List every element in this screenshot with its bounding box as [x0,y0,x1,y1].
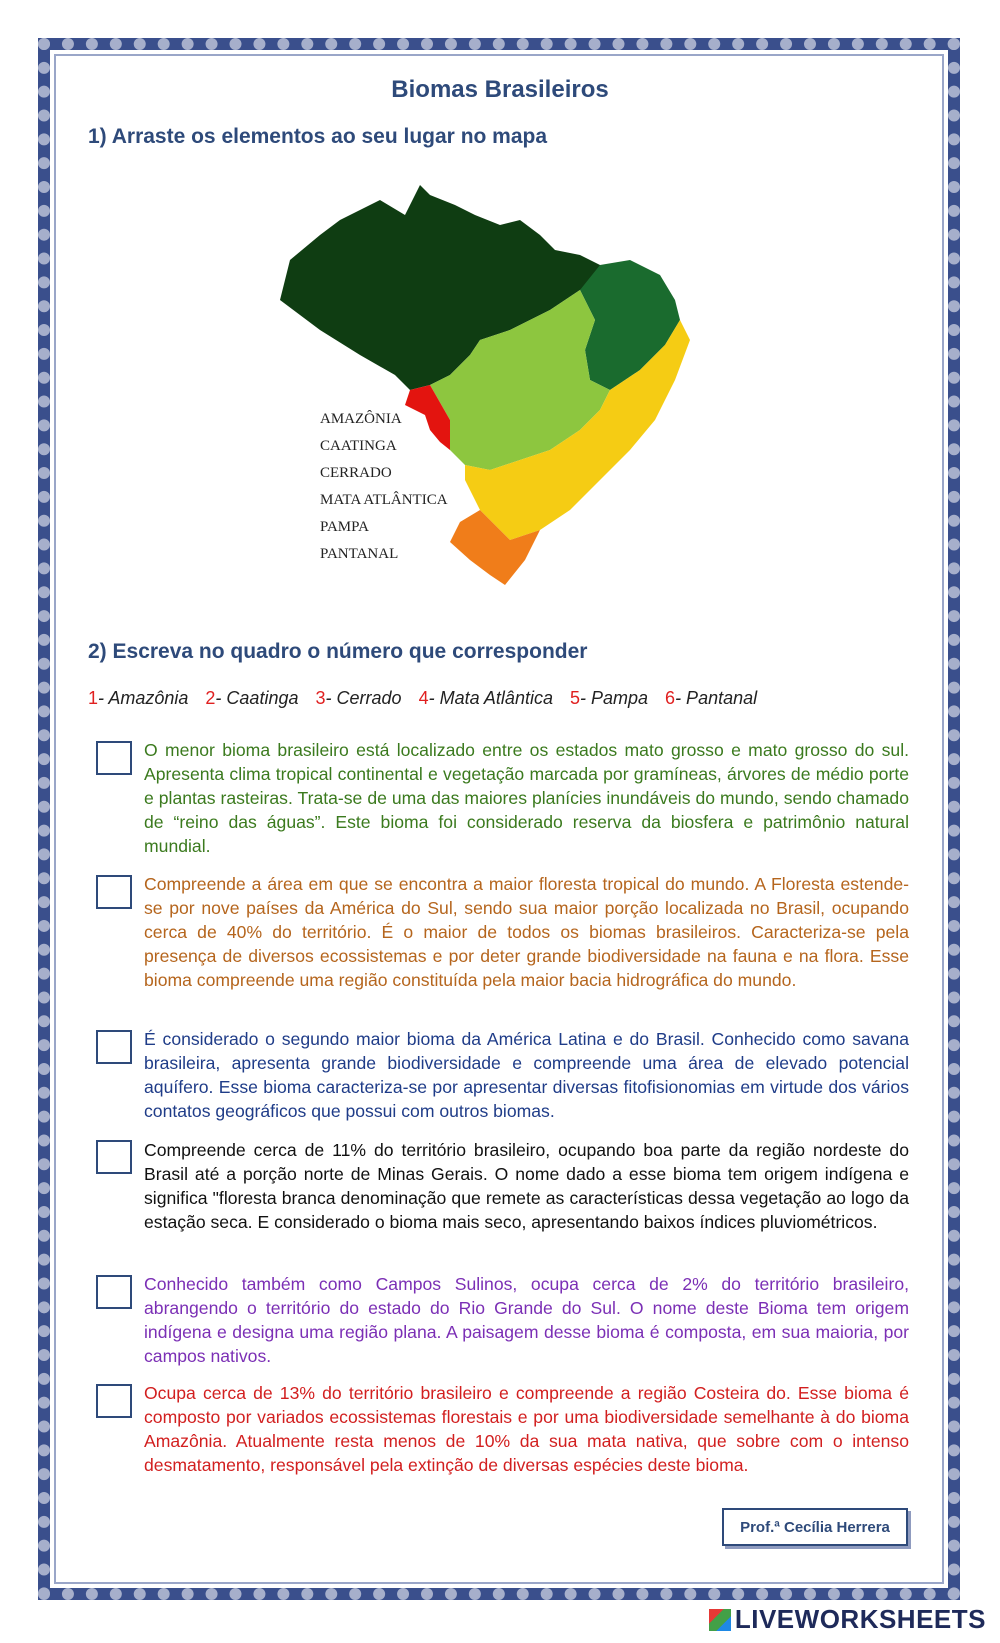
description-paragraph-5: Conhecido também como Campos Sulinos, ocupa cerca de 2% do território brasileiro, abrangendo o território do estado do Rio Grande do Sul. O nome deste Bioma tem origem indígena e designa uma região plana. A paisagem desse bioma é composta, em sua maioria, por campos nativos. [144,1274,909,1366]
legend-item: 4- Mata Atlântica [418,688,553,708]
question-2-heading: 2) Escreva no quadro o número que corresponder [88,640,588,663]
answer-box-5[interactable] [96,1275,132,1309]
legend-item: 3- Cerrado [315,688,402,708]
legend-item: 2- Caatinga [205,688,299,708]
legend-item: 5- Pampa [569,688,649,708]
answer-box-1[interactable] [96,741,132,775]
map-label-list [320,410,448,562]
map-label-caatinga[interactable]: CAATINGA [320,438,397,454]
brand-footer: LIVEWORKSHEETS [709,1604,986,1635]
description-paragraph-1: O menor bioma brasileiro está localizado entre os estados mato grosso e mato grosso do sul. Apresenta clima tropical continental e vegetação marcada por gramíneas, árvores de médio porte e plantas rasteiras. Trata-se de uma das maiores planícies inundáveis do mundo, sendo chamado de “reino das águas”. Este bioma foi considerado reserva da biosfera e patrimônio natural mundial. [144,740,909,856]
biome-number-legend [88,688,769,709]
map-label-amazonia[interactable]: AMAZÔNIA [320,411,402,427]
description-paragraph-6: Ocupa cerca de 13% do território brasileiro e compreende a região Costeira do. Esse bioma é composto por variados ecossistemas florestais e por uma biodiversidade semelhante à do bioma Amazônia. Atualmente resta menos de 10% da sua mata nativa, que sobre com o intenso desmatamento, responsável pela extinção de diversas espécies deste bioma. [144,1383,909,1475]
map-label-pantanal[interactable]: PANTANAL [320,546,399,562]
description-paragraph-3: É considerado o segundo maior bioma da América Latina e do Brasil. Conhecido como savana brasileira, apresenta grande biodiversidade e compreende uma área de elevado potencial aquífero. Esse bioma caracteriza-se por apresentar diversas fitofisionomias em virtude dos vários contatos geográficos que possui com outros biomas. [144,1029,909,1121]
liveworksheets-logo-icon [709,1609,731,1631]
map-label-pampa[interactable]: PAMPA [320,519,369,535]
legend-item: 6- Pantanal [665,688,758,708]
description-paragraph-2: Compreende a área em que se encontra a maior floresta tropical do mundo. A Floresta estende-se por nove países da América do Sul, sendo sua maior porção localizada no Brasil, ocupando cerca de 40% do território. É o maior de todos os biomas brasileiros. Caracteriza-se pela presença de diversos ecossistemas e por deter grande biodiversidade na fauna e na flora. Esse bioma compreende uma região constituída pela maior bacia hidrográfica do mundo. [144,874,909,990]
answer-box-2[interactable] [96,875,132,909]
page-title: Biomas Brasileiros [391,76,609,103]
map-label-cerrado[interactable]: CERRADO [320,465,392,481]
question-1-heading: 1) Arraste os elementos ao seu lugar no mapa [88,125,548,148]
answer-box-6[interactable] [96,1384,132,1418]
legend-item: 1- Amazônia [88,688,189,708]
author-signature: Prof.ª Cecília Herrera [722,1508,908,1546]
answer-box-3[interactable] [96,1030,132,1064]
brazil-biomes-map [280,180,720,600]
description-paragraph-4: Compreende cerca de 11% do território brasileiro, ocupando boa parte da região nordeste do Brasil até a porção norte de Minas Gerais. O nome dado a esse bioma tem origem indígena e significa "floresta branca denominação que remete as características dessa vegetação ao logo da estação seca. E considerado o bioma mais seco, apresentando baixos índices pluviométricos. [144,1140,909,1232]
answer-box-4[interactable] [96,1140,132,1174]
map-label-mata-atlantica[interactable]: MATA ATLÂNTICA [320,492,448,508]
